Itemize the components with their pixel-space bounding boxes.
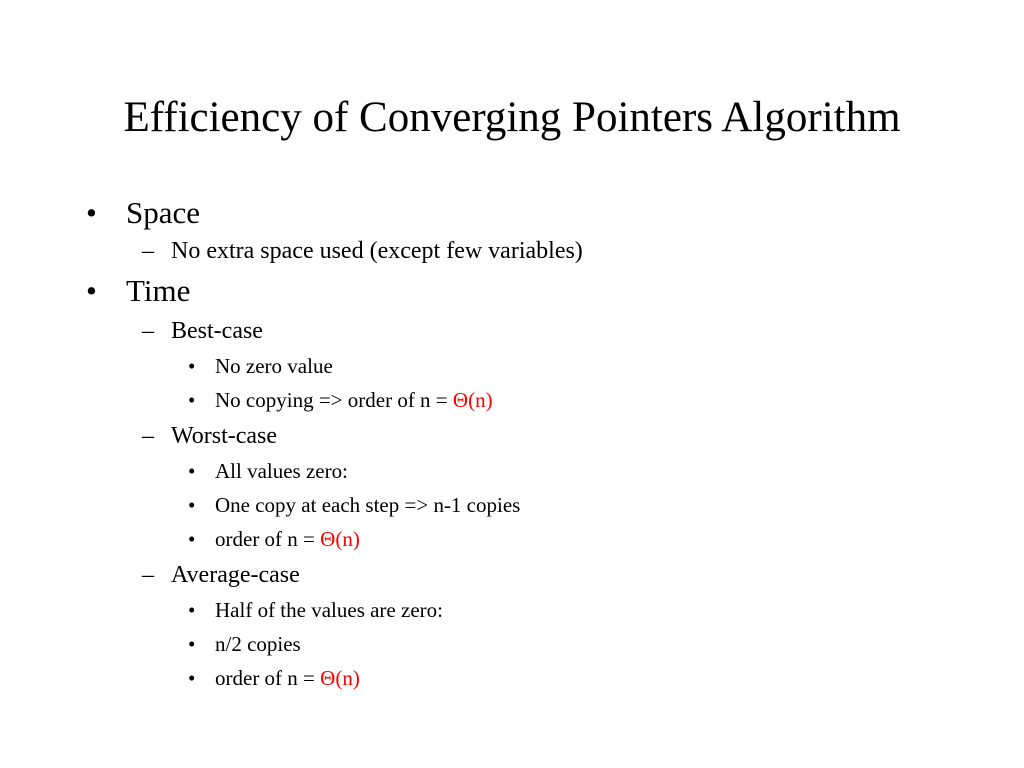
average-case-item-text: Half of the values are zero: <box>215 598 443 622</box>
average-case-item-text: order of n = <box>215 666 321 690</box>
bullet-marker: • <box>86 195 97 230</box>
bullet-marker: • <box>188 598 196 622</box>
best-case-item-text: No zero value <box>215 354 333 378</box>
bullet-marker: • <box>188 632 196 656</box>
dash-marker: – <box>142 238 154 264</box>
bullet-marker: • <box>188 493 196 517</box>
bullet-time-label: Time <box>126 273 191 308</box>
worst-case-item-content <box>215 526 360 552</box>
bullet-marker: • <box>188 527 196 551</box>
best-case-label: Best-case <box>171 318 263 344</box>
worst-case-item-text: order of n = <box>215 527 321 551</box>
dash-marker: – <box>142 423 154 449</box>
best-case-item-content <box>215 387 493 413</box>
dash-marker: – <box>142 318 154 344</box>
bullet-marker: • <box>188 459 196 483</box>
bullet-marker: • <box>188 354 196 378</box>
dash-marker: – <box>142 562 154 588</box>
average-case-item-text: n/2 copies <box>215 632 301 656</box>
worst-case-label: Worst-case <box>171 423 278 449</box>
best-case-item-text: No copying => order of n = <box>215 388 453 412</box>
average-case-item-content <box>215 665 360 691</box>
theta-notation: Θ(n) <box>452 388 493 412</box>
bullet-space-label: Space <box>126 195 201 230</box>
bullet-marker: • <box>188 388 196 412</box>
theta-notation: Θ(n) <box>320 527 360 551</box>
bullet-marker: • <box>188 666 196 690</box>
average-case-label: Average-case <box>171 562 300 588</box>
worst-case-item-text: One copy at each step => n-1 copies <box>215 493 521 517</box>
bullet-marker: • <box>86 273 97 308</box>
space-detail-text: No extra space used (except few variables) <box>171 238 583 264</box>
theta-notation: Θ(n) <box>320 666 360 690</box>
slide-title: Efficiency of Converging Pointers Algorithm <box>123 94 901 141</box>
worst-case-item-text: All values zero: <box>215 459 348 483</box>
